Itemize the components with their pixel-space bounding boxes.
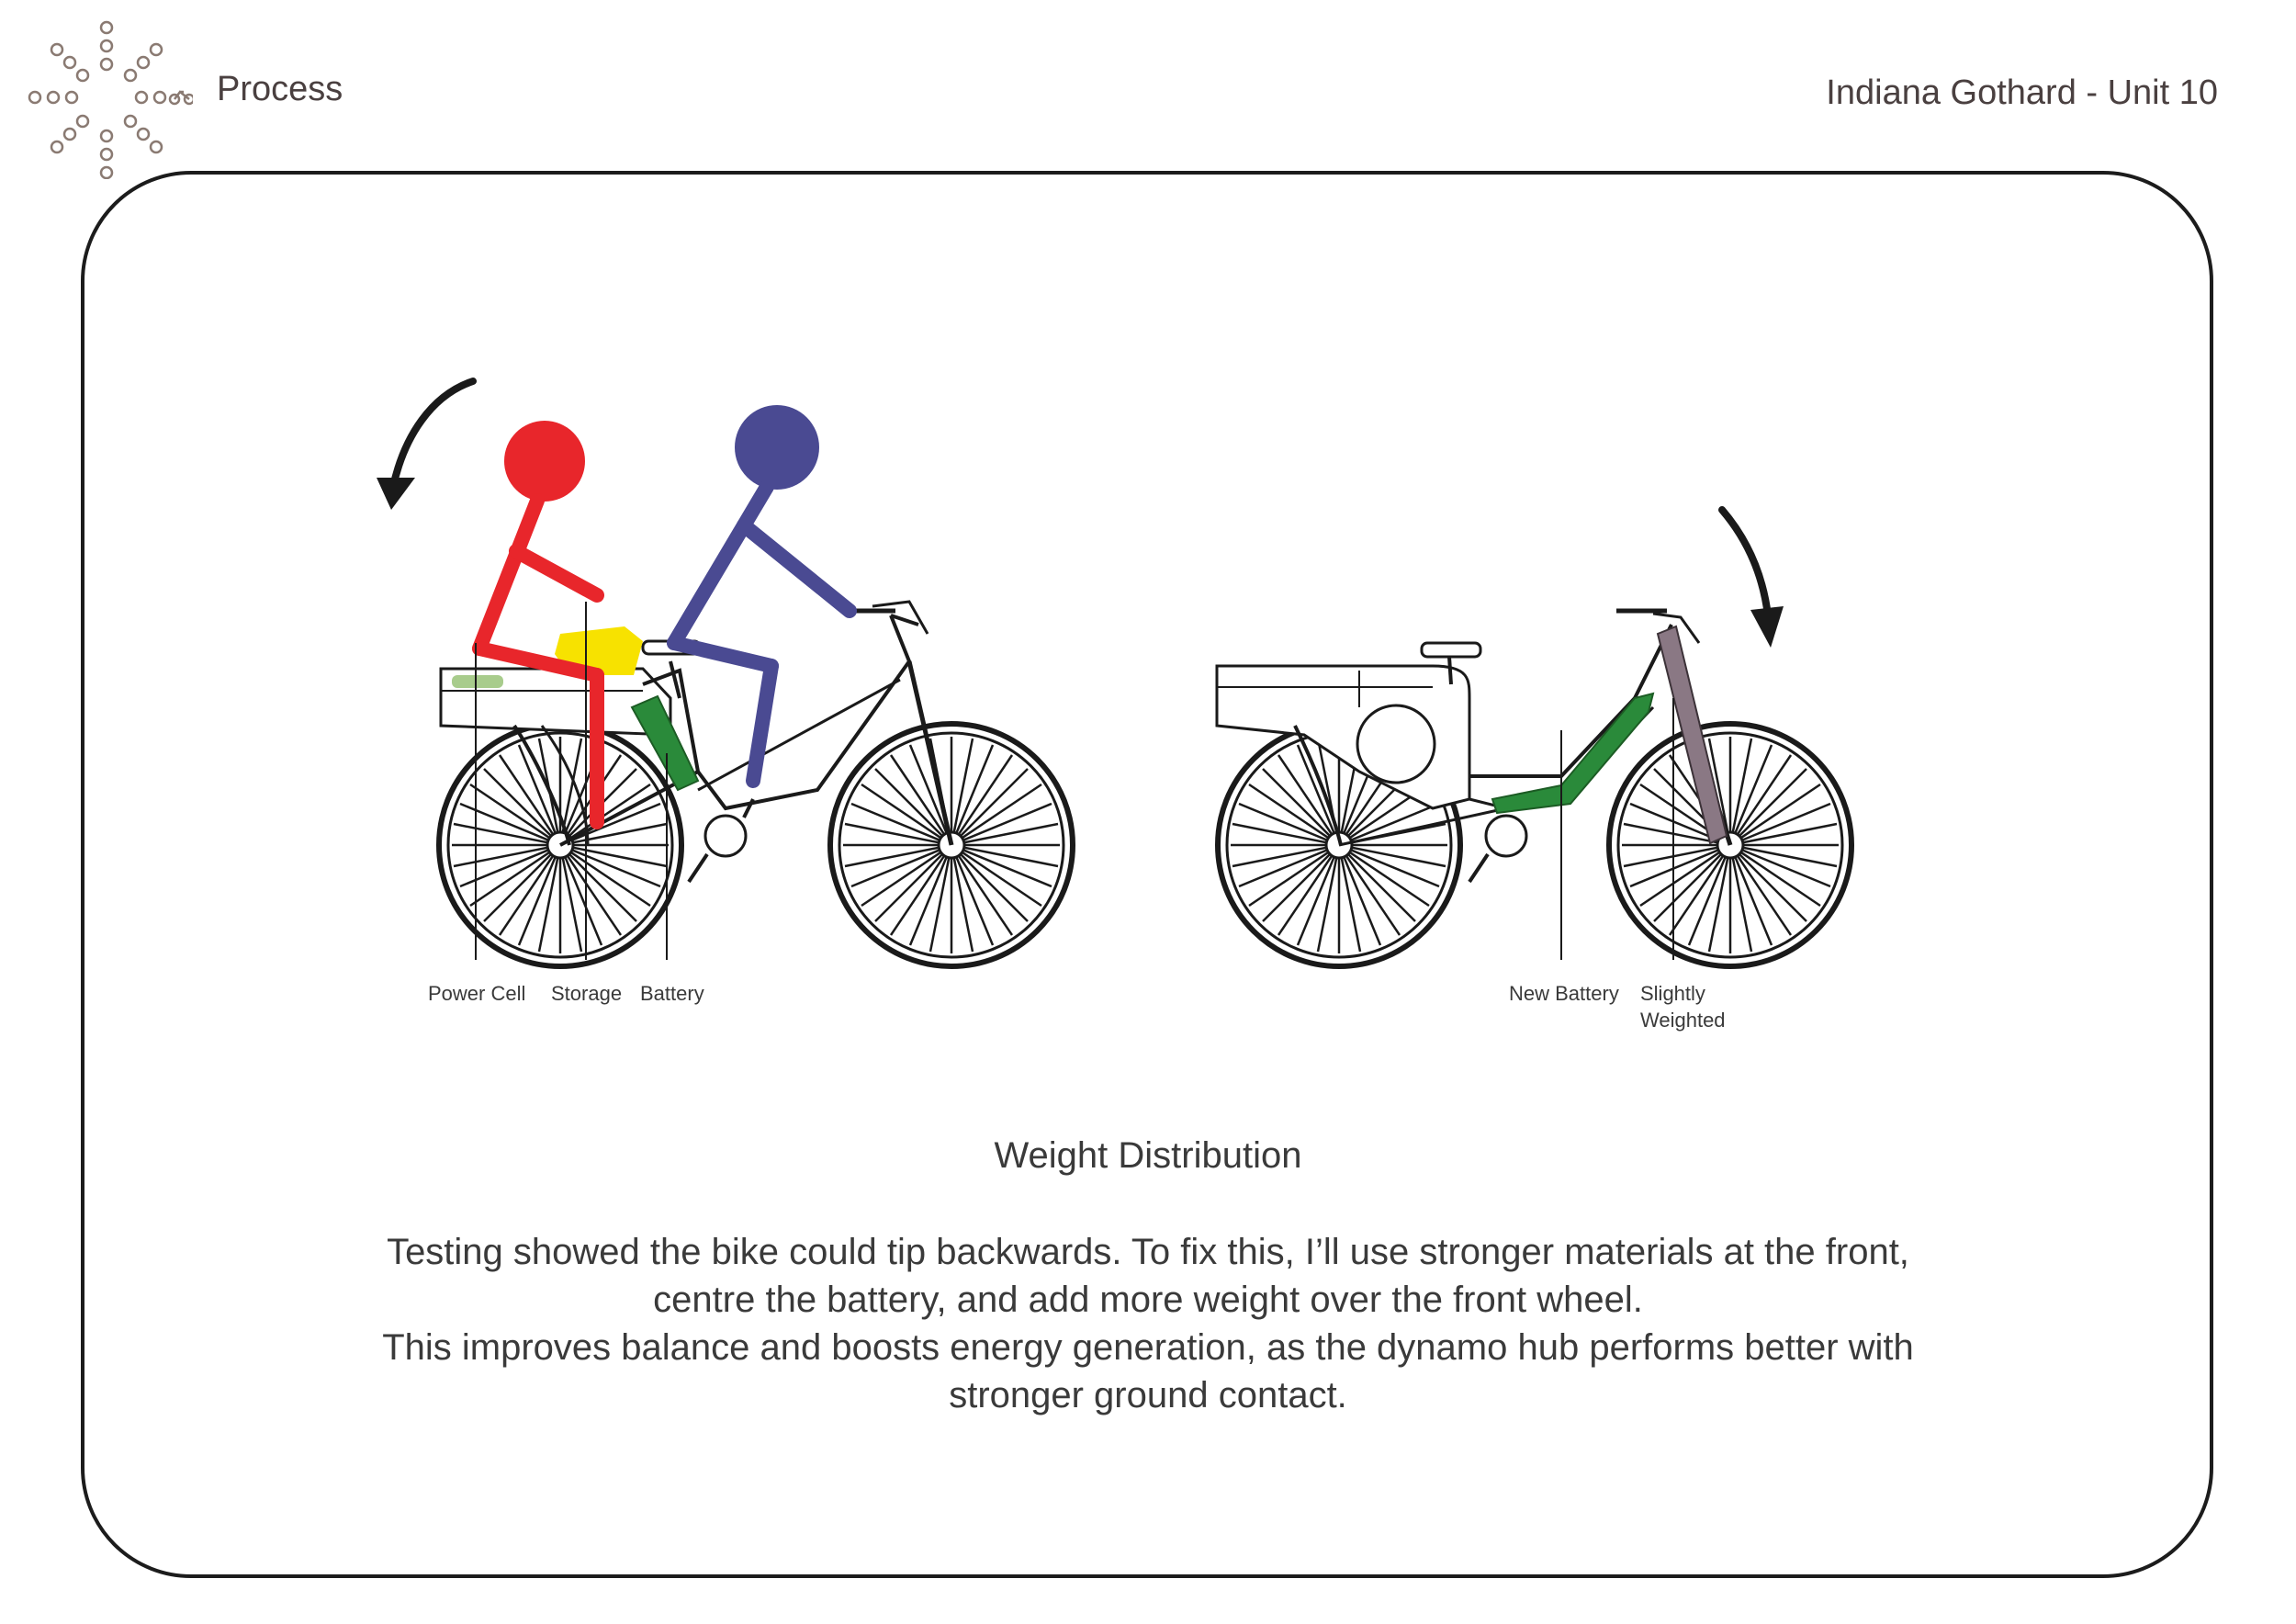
rider-back <box>479 421 597 822</box>
label-battery: Battery <box>640 982 704 1005</box>
tip-forward-arrow <box>1722 510 1768 615</box>
tip-backward-arrow <box>393 381 473 487</box>
section-title: Process <box>217 70 343 108</box>
author-unit: Indiana Gothard - Unit 10 <box>1826 73 2218 112</box>
right-bike <box>1217 611 1851 966</box>
label-new-battery: New Battery <box>1509 982 1619 1005</box>
description-paragraph-2: This improves balance and boosts energy generation, as the dynamo hub performs better with stronger ground contact. <box>382 1327 1914 1415</box>
description-paragraph-1: Testing showed the bike could tip backwards. To fix this, I’ll use stronger materials at the front, centre the battery, and add more weight over the front wheel. <box>387 1232 1909 1320</box>
label-storage: Storage <box>551 982 623 1005</box>
section-heading: Weight Distribution <box>994 1135 1302 1176</box>
rider-front <box>674 405 850 781</box>
label-power-cell: Power Cell <box>428 982 526 1005</box>
power-cell-block <box>452 675 503 688</box>
description-text <box>340 1228 1956 1419</box>
label-slightly-weighted: Slightly Weighted <box>1640 982 1726 1032</box>
